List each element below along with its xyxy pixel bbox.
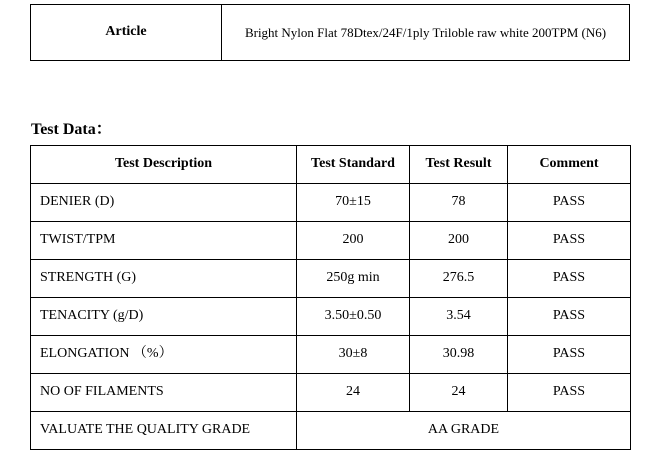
table-row — [31, 336, 631, 374]
row-description: TWIST/TPM — [31, 222, 297, 260]
row-description: NO OF FILAMENTS — [31, 374, 297, 412]
row-result: 3.54 — [410, 298, 508, 336]
table-row — [31, 222, 631, 260]
row-comment: PASS — [508, 260, 631, 298]
row-standard: 30±8 — [297, 336, 410, 374]
row-standard: 250g min — [297, 260, 410, 298]
grade-label: VALUATE THE QUALITY GRADE — [31, 412, 297, 450]
article-table — [30, 4, 630, 61]
row-comment: PASS — [508, 184, 631, 222]
table-row — [31, 260, 631, 298]
article-label: Article — [31, 5, 222, 61]
row-description: ELONGATION （%） — [31, 336, 297, 374]
article-row — [31, 5, 630, 61]
row-standard: 200 — [297, 222, 410, 260]
article-value: Bright Nylon Flat 78Dtex/24F/1ply Triloble raw white 200TPM (N6) — [222, 5, 630, 61]
test-data-table — [30, 145, 631, 450]
row-comment: PASS — [508, 336, 631, 374]
row-result: 30.98 — [410, 336, 508, 374]
row-standard: 70±15 — [297, 184, 410, 222]
row-comment: PASS — [508, 222, 631, 260]
row-comment: PASS — [508, 298, 631, 336]
header-test-description: Test Description — [31, 146, 297, 184]
grade-value: AA GRADE — [297, 412, 631, 450]
row-description: TENACITY (g/D) — [31, 298, 297, 336]
test-data-heading: Test Data： — [31, 121, 112, 138]
header-test-result: Test Result — [410, 146, 508, 184]
grade-row — [31, 412, 631, 450]
table-header-row — [31, 146, 631, 184]
row-description: STRENGTH (G) — [31, 260, 297, 298]
header-comment: Comment — [508, 146, 631, 184]
row-result: 78 — [410, 184, 508, 222]
table-row — [31, 184, 631, 222]
row-result: 276.5 — [410, 260, 508, 298]
header-test-standard: Test Standard — [297, 146, 410, 184]
row-comment: PASS — [508, 374, 631, 412]
row-result: 24 — [410, 374, 508, 412]
row-result: 200 — [410, 222, 508, 260]
row-standard: 3.50±0.50 — [297, 298, 410, 336]
table-row — [31, 374, 631, 412]
table-row — [31, 298, 631, 336]
row-description: DENIER (D) — [31, 184, 297, 222]
row-standard: 24 — [297, 374, 410, 412]
